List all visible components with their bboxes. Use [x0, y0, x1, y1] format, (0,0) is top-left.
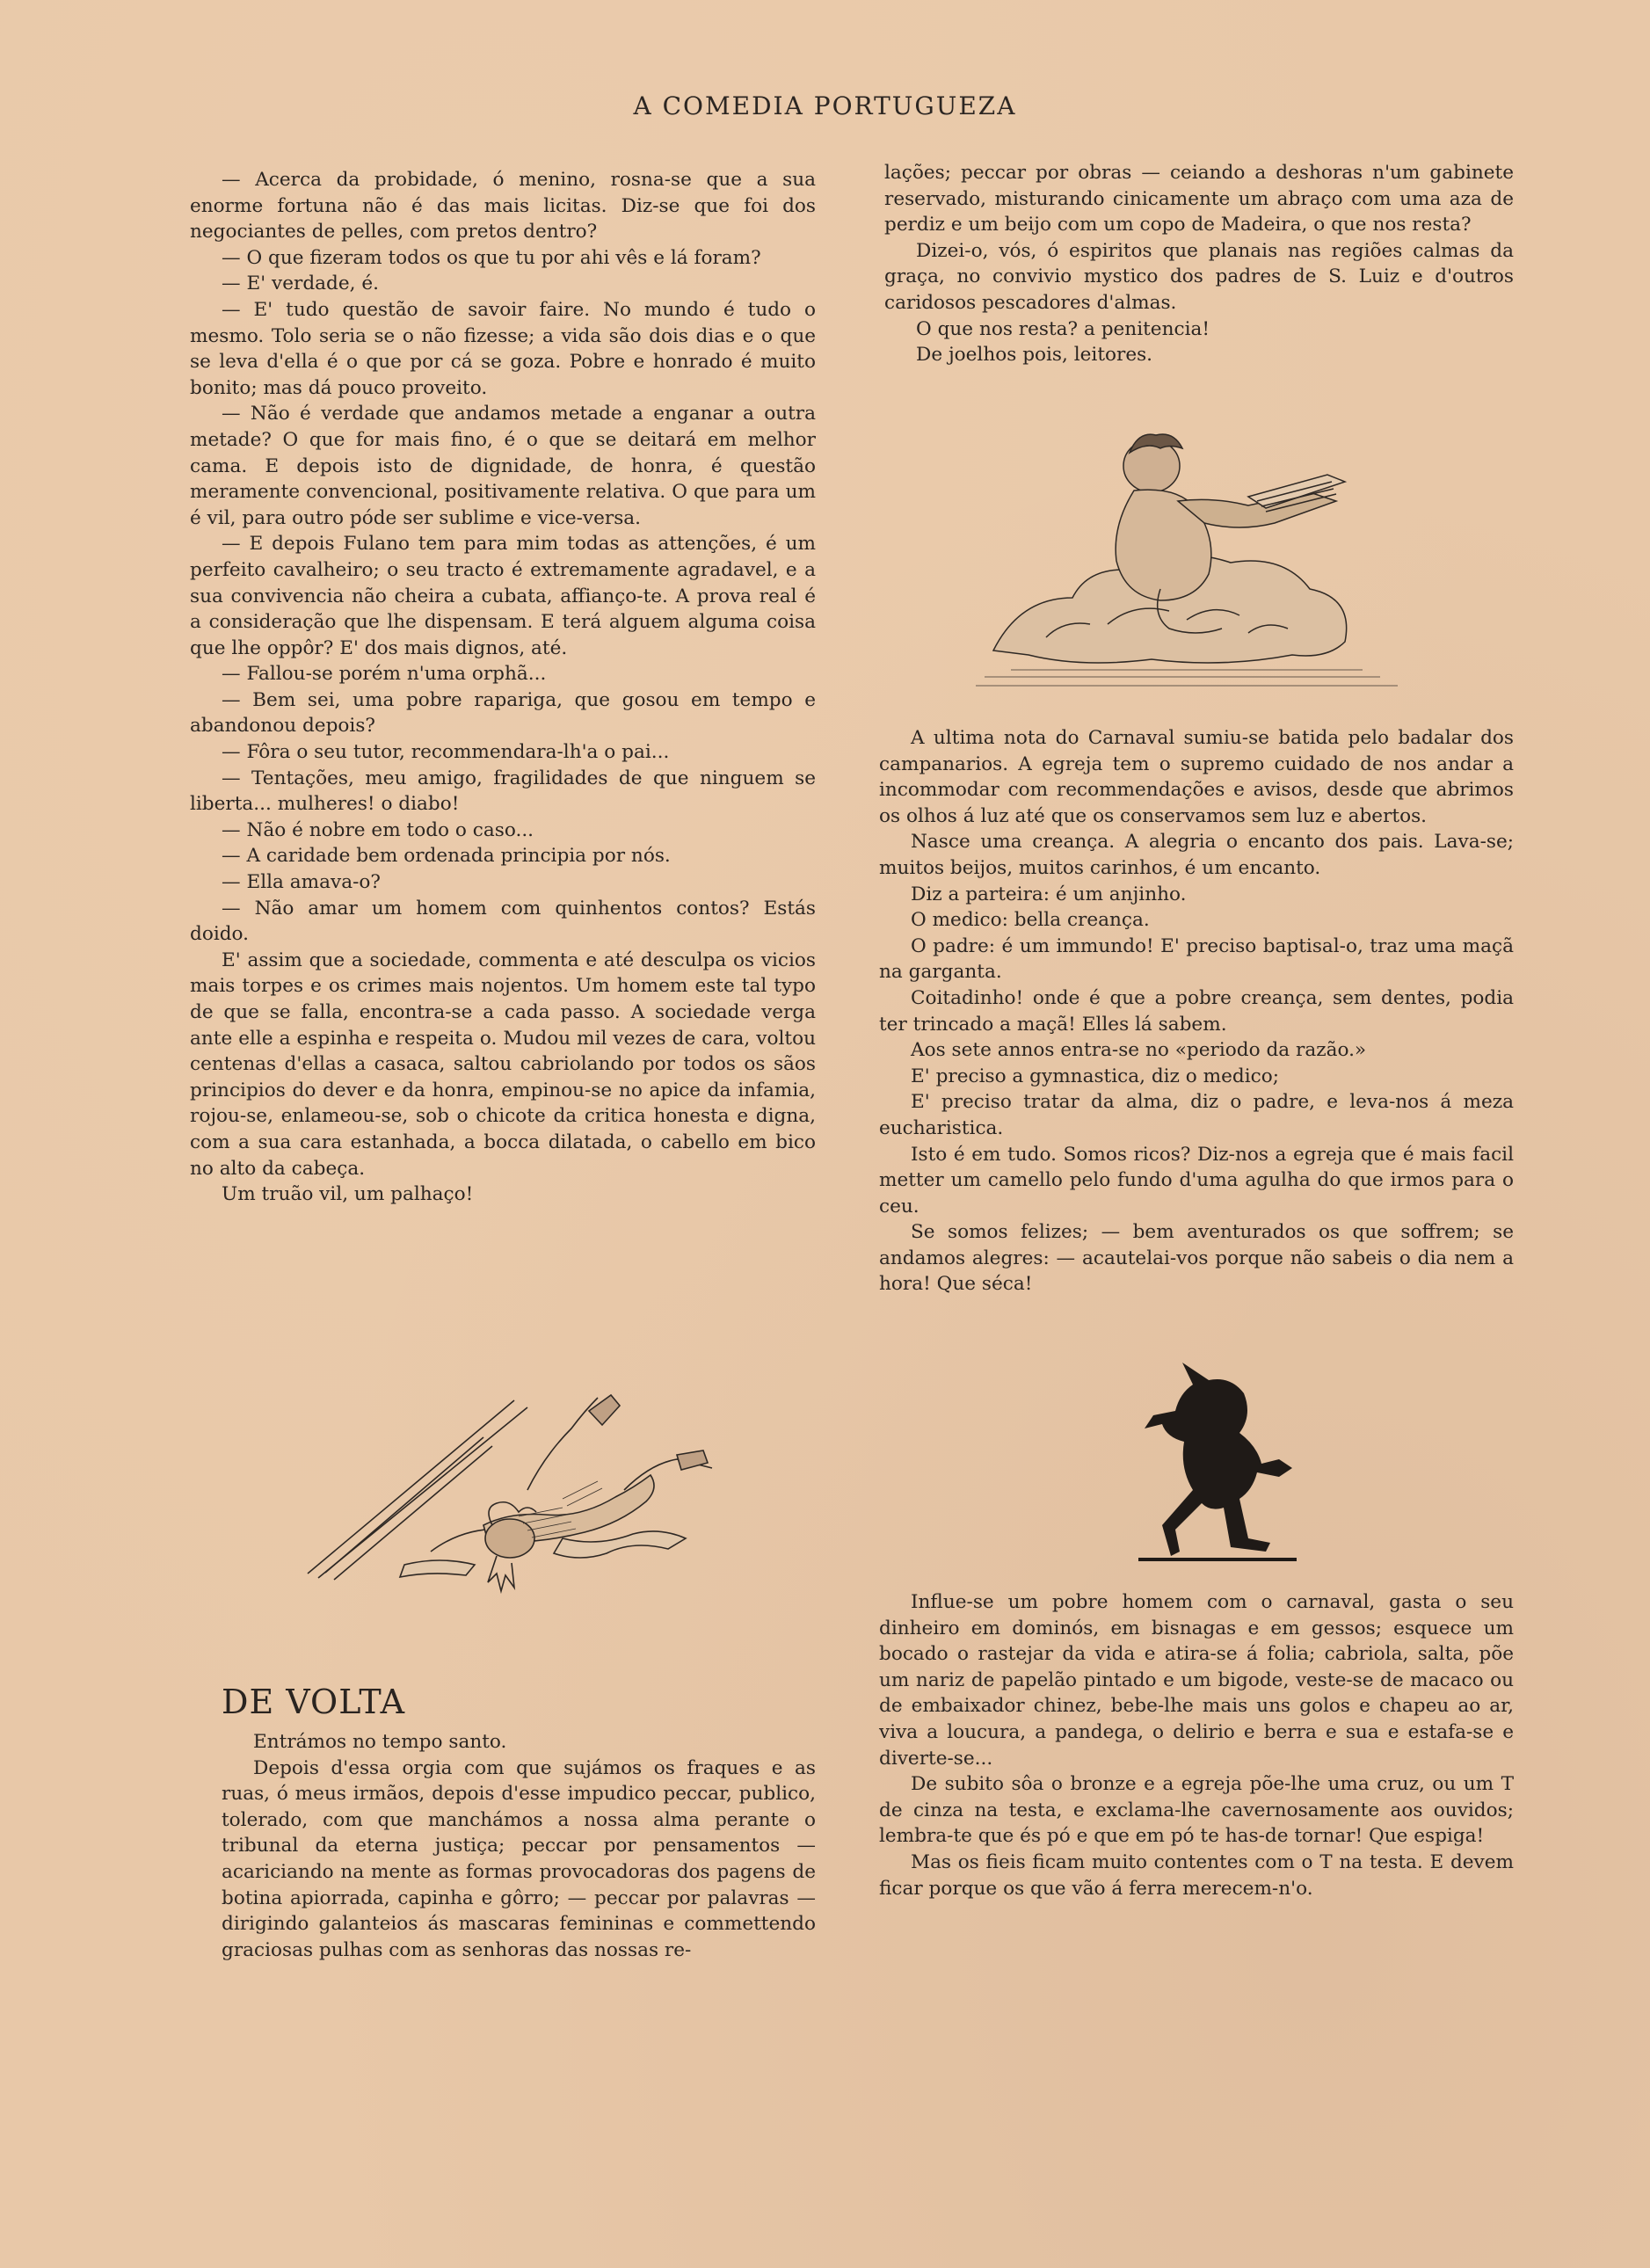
paragraph: Isto é em tudo. Somos ricos? Diz-nos a egreja que é mais facil metter um camello pelo fundo d'uma agulha do que irmos para o ceu. — [879, 1143, 1514, 1218]
running-header: A COMEDIA PORTUGUEZA — [633, 91, 1017, 120]
paragraph: — Não é nobre em todo o caso... — [222, 818, 534, 841]
paragraph: Um truão vil, um palhaço! — [222, 1183, 474, 1206]
fallen-clown-drawing — [299, 1385, 721, 1622]
paragraph: — Tentações, meu amigo, fragilidades de que ninguem se liberta... mulheres! o diabo! — [190, 767, 816, 816]
fallen-clown-illustration — [299, 1385, 721, 1622]
paragraph: — Bem sei, uma pobre rapariga, que gosou em tempo e abandonou depois? — [190, 688, 816, 738]
paragraph: Dizei-o, vós, ó espiritos que planais nas regiões calmas da graça, no convivio mystico dos padres de S. Luiz e d'outros caridosos pescadores d'almas. — [884, 239, 1514, 314]
paragraph: De joelhos pois, leitores. — [916, 344, 1153, 367]
imp-silhouette-illustration — [1130, 1354, 1314, 1574]
paragraph: — Fôra o seu tutor, recommendara-lh'a o pai... — [222, 741, 670, 764]
paragraph: O que nos resta? a penitencia! — [916, 317, 1210, 340]
imp-silhouette-drawing — [1130, 1354, 1314, 1574]
paragraph: Se somos felizes; — bem aventurados os que soffrem; se andamos alegres: — acautelai-vos porque não sabeis o dia nem a hora! Que séca! — [879, 1221, 1514, 1296]
cherub-reading-illustration — [958, 413, 1415, 694]
paragraph: lações; peccar por obras — ceiando a deshoras n'um gabinete reservado, misturando cinicamente um abraço com uma aza de perdiz e um beijo com um copo de Madeira, o que nos resta? — [884, 162, 1514, 236]
paragraph: — E' tudo questão de savoir faire. No mundo é tudo o mesmo. Tolo seria se o não fizesse; a vida são dois dias e o que se leva d'ella é o que por cá se goza. Pobre e honrado é muito bonito; mas dá pouco proveito. — [190, 298, 816, 399]
paragraph: — O que fizeram todos os que tu por ahi vês e lá foram? — [222, 246, 761, 269]
paragraph: E' preciso a gymnastica, diz o medico; — [911, 1065, 1280, 1087]
right-column-middle — [879, 725, 1514, 1298]
paragraph: De subito sôa o bronze e a egreja põe-lhe uma cruz, ou um T de cinza na testa, e exclama-lhe cavernosamente aos ouvidos; lembra-te que és pó e que em pó te has-de tornar! Que espiga! — [879, 1773, 1514, 1848]
paragraph: — E depois Fulano tem para mim todas as attenções, é um perfeito cavalheiro; o seu tracto é extremamente agradavel, e a sua convivencia não cheira a cubata, affianço-te. A prova real é a consideração que lhe dispensam. E terá alguem alguma coisa que lhe oppôr? E' dos mais dignos, até. — [190, 533, 816, 659]
paragraph: Influe-se um pobre homem com o carnaval, gasta o seu dinheiro em dominós, em bisnagas e em gessos; esquece um bocado o rastejar da vida e atira-se á folia; cabriola, salta, põe um nariz de papelão pintado e um bigode, veste-se de macaco ou de embaixador chinez, bebe-lhe mais uns golos e chapeu ao ar, viva a loucura, a pandega, o delirio e berra e sua e estafa-se e diverte-se... — [879, 1591, 1514, 1770]
paragraph: — Ella amava-o? — [222, 871, 381, 894]
right-column-bottom — [879, 1589, 1514, 1901]
paragraph: — Acerca da probidade, ó menino, rosna-se que a sua enorme fortuna não é das mais licitas. Diz-se que foi dos negociantes de pelles, com pretos dentro? — [190, 169, 816, 244]
right-column-top — [884, 160, 1514, 368]
paragraph: O padre: é um immundo! E' preciso baptisal-o, traz uma maçã na garganta. — [879, 934, 1514, 984]
paragraph: E' assim que a sociedade, commenta e até desculpa os vicios mais torpes e os crimes mais nojentos. Um homem este tal typo de que se falla, encontra-se a cada passo. A sociedade verga ante elle a espinha e respeita o. Mudou mil vezes de cara, voltou centenas d'ellas a casaca, saltou cabriolando por todos os sãos principios do dever e da honra, empinou-se no apice da infamia, rojou-se, enlameou-se, sob o chicote da critica honesta e digna, com a sua cara estanhada, a bocca dilatada, o cabello em bico no alto da cabeça. — [190, 949, 816, 1180]
cherub-drawing — [958, 413, 1415, 694]
section-title: DE VOLTA — [222, 1683, 406, 1721]
left-column-bottom — [222, 1729, 816, 1963]
paragraph: A ultima nota do Carnaval sumiu-se batida pelo badalar dos campanarios. A egreja tem o supremo cuidado de nos andar a incommodar com recommendações e avisos, desde que abrimos os olhos á luz até que os conservamos sem luz e abertos. — [879, 727, 1514, 827]
paragraph: — Não é verdade que andamos metade a enganar a outra metade? O que for mais fino, é o que se deitará em melhor cama. E depois isto de dignidade, de honra, é questão meramente convencional, positivamente relativa. O que para um é vil, para outro póde ser sublime e vice-versa. — [190, 403, 816, 529]
paragraph: E' preciso tratar da alma, diz o padre, e leva-nos á meza eucharistica. — [879, 1091, 1514, 1139]
paragraph: — Não amar um homem com quinhentos contos? Estás doido. — [190, 897, 816, 946]
paragraph: O medico: bella creança. — [911, 909, 1150, 932]
paragraph: Mas os fieis ficam muito contentes com o T na testa. E devem ficar porque os que vão á ferra merecem-n'o. — [879, 1850, 1514, 1900]
paragraph: — A caridade bem ordenada principia por nós. — [222, 845, 671, 868]
paragraph: Diz a parteira: é um anjinho. — [911, 883, 1187, 905]
paragraph: Coitadinho! onde é que a pobre creança, sem dentes, podia ter trincado a maçã! Elles lá sabem. — [879, 986, 1514, 1036]
paragraph: — E' verdade, é. — [222, 273, 379, 295]
paragraph: Nasce uma creança. A alegria o encanto dos pais. Lava-se; muitos beijos, muitos carinhos, é um encanto. — [879, 831, 1514, 879]
paragraph: Depois d'essa orgia com que sujámos os fraques e as ruas, ó meus irmãos, depois d'esse impudico peccar, publico, tolerado, com que manchámos a nossa alma perante o tribunal da eterna justiça; peccar por pensamentos — acariciando na mente as formas provocadoras dos pagens de botina apiorrada, capinha e gôrro; — peccar por palavras — dirigindo galanteios ás mascaras femininas e commettendo graciosas pulhas com as senhoras das nossas re- — [222, 1756, 816, 1961]
left-column-top — [190, 167, 816, 1208]
paragraph: Aos sete annos entra-se no «periodo da razão.» — [911, 1039, 1367, 1062]
paragraph: Entrámos no tempo santo. — [253, 1731, 507, 1753]
paragraph: — Fallou-se porém n'uma orphã... — [222, 663, 547, 686]
